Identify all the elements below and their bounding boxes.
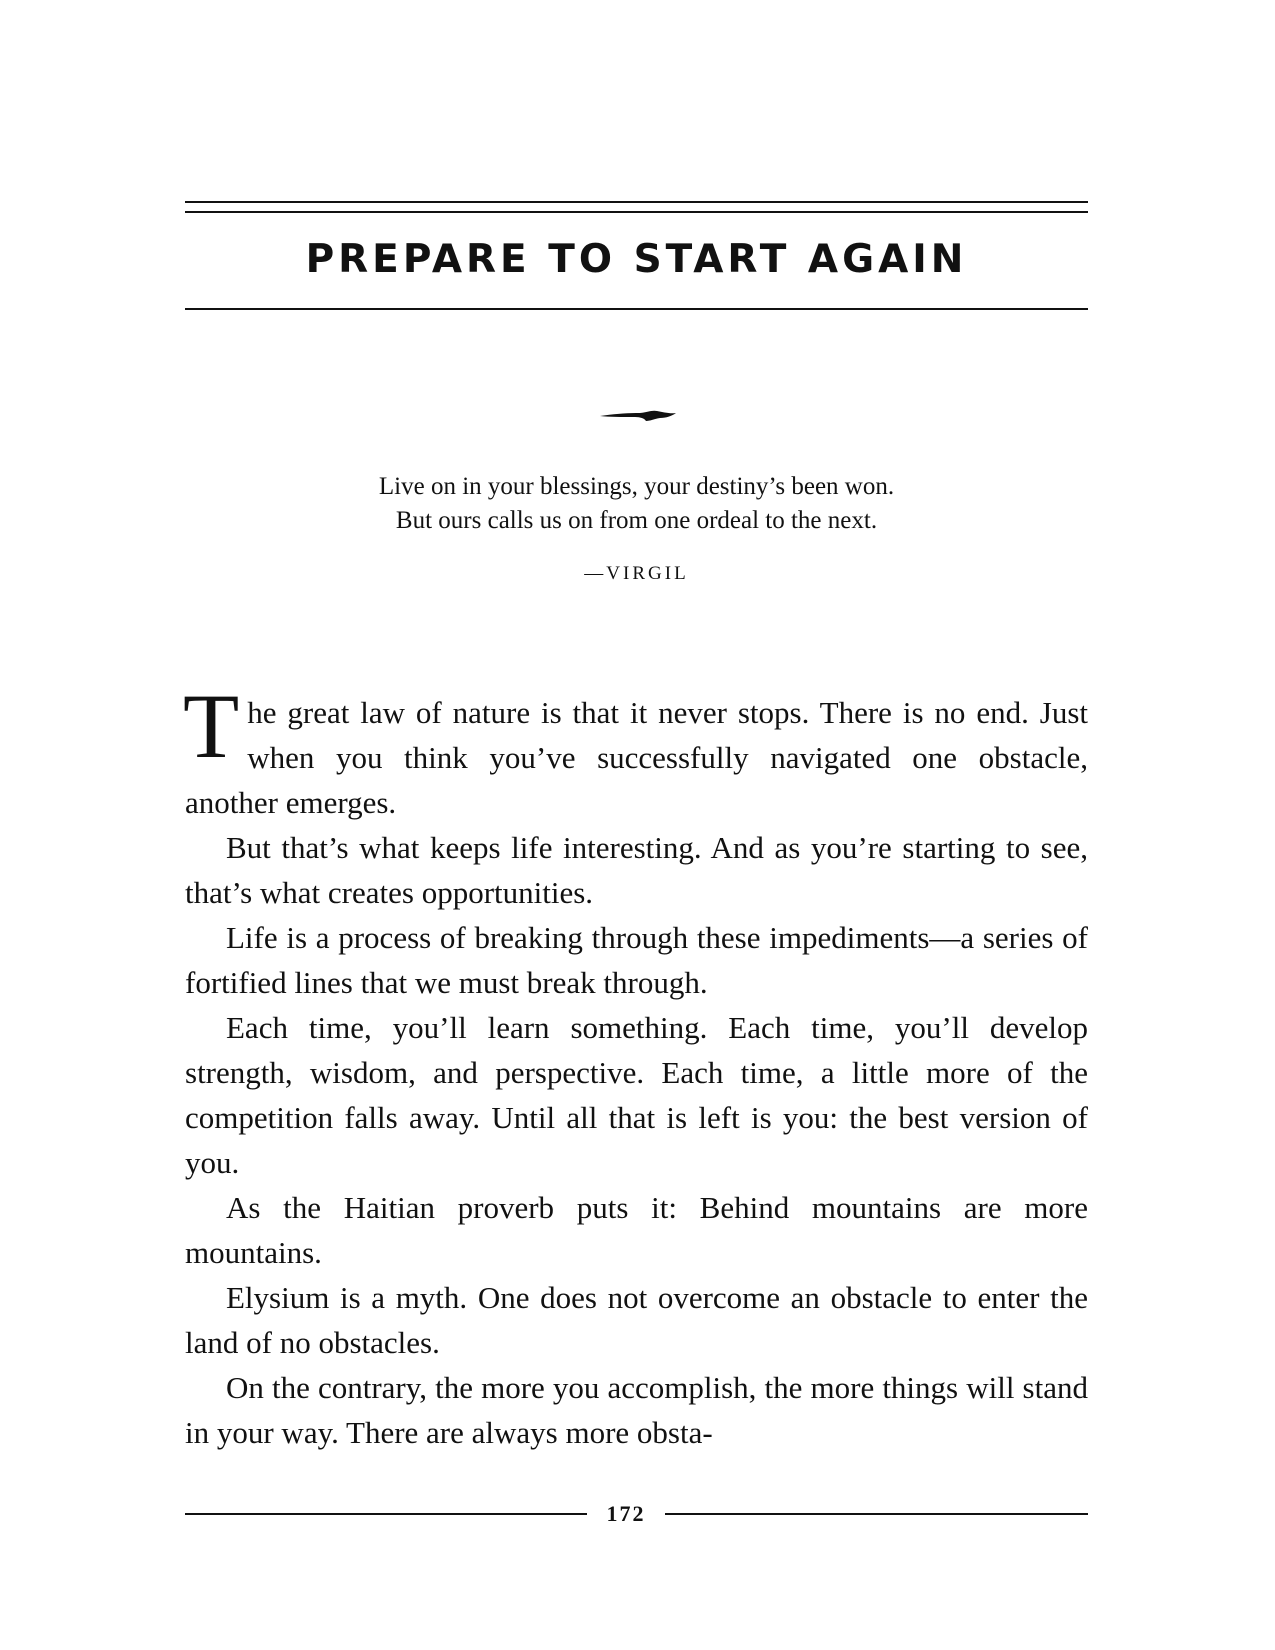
body-paragraph: Life is a process of breaking through these impediments—a series of fortified lines that we must break through. — [185, 920, 1088, 1000]
title-rule-top-upper — [185, 201, 1088, 203]
footer-rule-left — [185, 1513, 587, 1515]
body-paragraph — [183, 675, 1088, 825]
epigraph — [185, 470, 1088, 538]
body-paragraph: Elysium is a myth. One does not overcome an obstacle to enter the land of no obstacles. — [185, 1280, 1088, 1360]
title-rule-top-lower — [185, 211, 1088, 213]
drop-cap: T — [183, 675, 240, 777]
page-number: 172 — [606, 1501, 646, 1526]
title-rule-bottom — [185, 308, 1088, 310]
page-footer — [185, 1501, 1088, 1527]
body-paragraph: On the contrary, the more you accomplish, the more things will stand in your way. There are always more obsta- — [185, 1370, 1088, 1450]
ornament-icon — [600, 408, 676, 424]
epigraph-line: But ours calls us on from one ordeal to the next. — [395, 507, 878, 534]
body-paragraph: But that’s what keeps life interesting. And as you’re starting to see, that’s what creates opportunities. — [185, 830, 1088, 910]
chapter-title: PREPARE TO START AGAIN — [305, 237, 968, 282]
footer-rule-right — [665, 1513, 1088, 1515]
body-paragraph: As the Haitian proverb puts it: Behind mountains are more mountains. — [185, 1190, 1088, 1270]
epigraph-attribution: —VIRGIL — [584, 563, 689, 584]
chapter-body — [183, 675, 1088, 1455]
body-paragraph: Each time, you’ll learn something. Each time, you’ll develop strength, wisdom, and perspective. Each time, a little more of the competition falls away. Until all that is left is you: the best version of you. — [185, 1010, 1088, 1180]
epigraph-line: Live on in your blessings, your destiny’s been won. — [378, 473, 895, 500]
paragraph-text: he great law of nature is that it never stops. There is no end. Just when you think you’ve successfully navigated one obstacle, another emerges. — [185, 695, 1088, 820]
